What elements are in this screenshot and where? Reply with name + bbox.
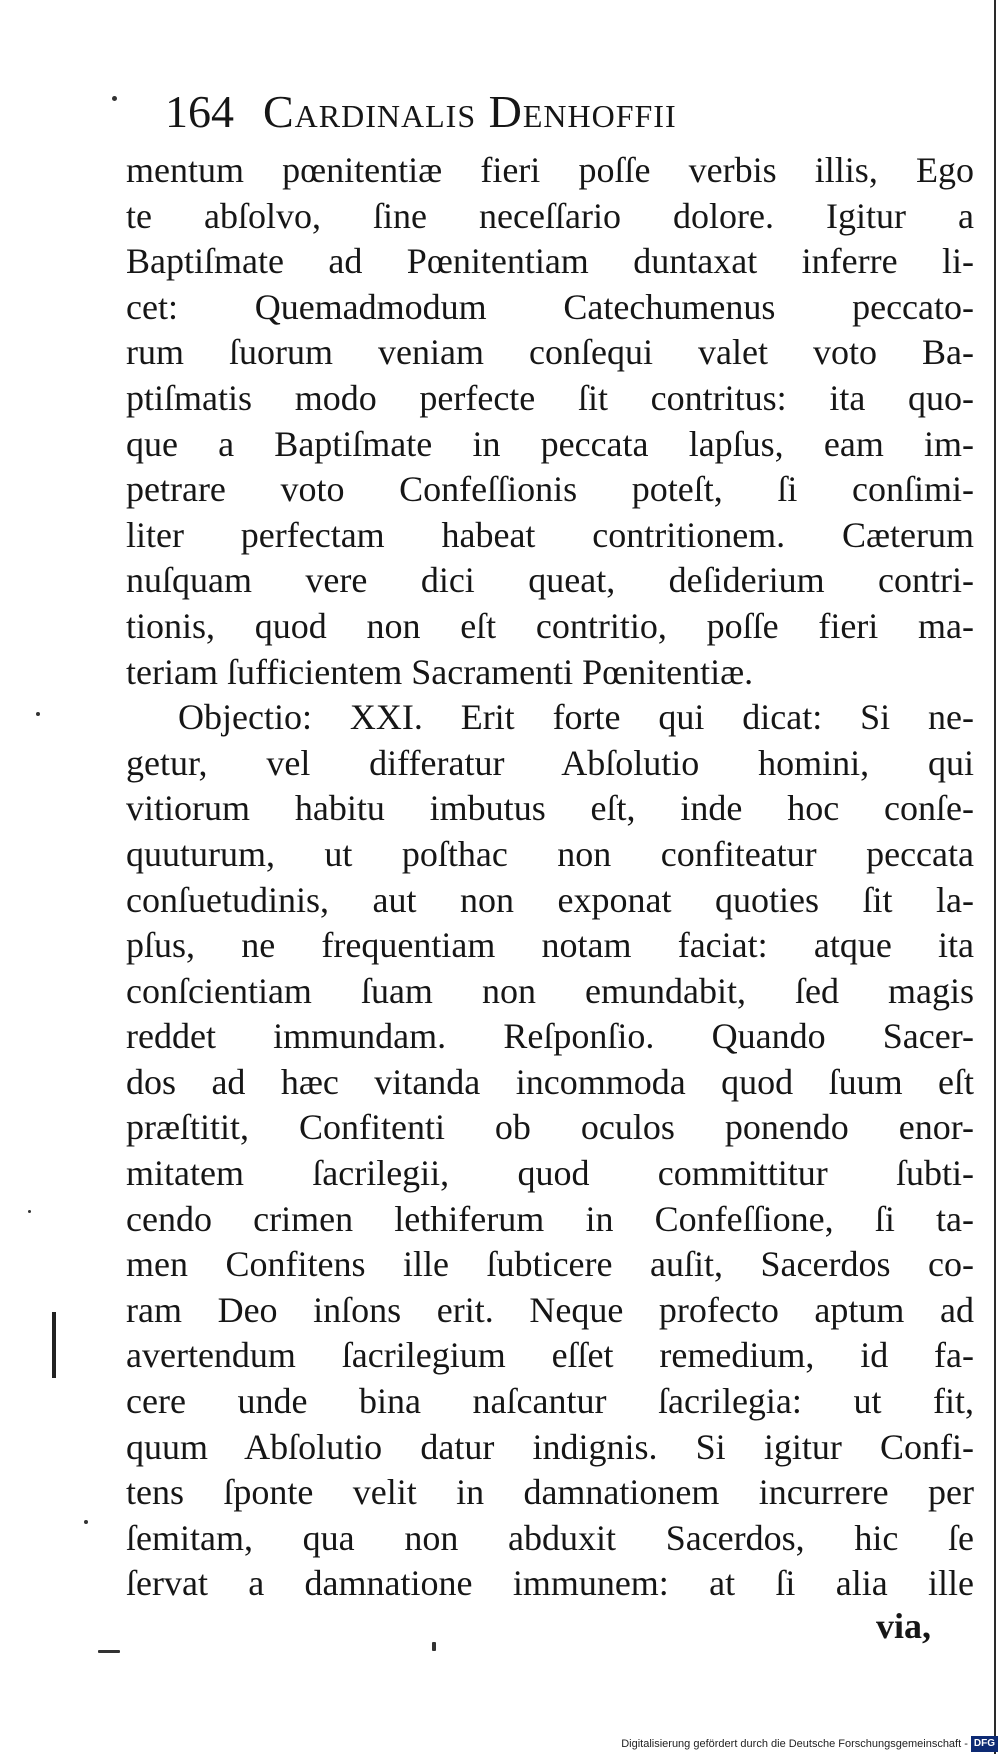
text-line: cendo crimen lethiferum in Confeſſione, ſi ta- bbox=[126, 1198, 974, 1239]
text-line: Objectio: XXI. Erit forte qui dicat: Si ne- bbox=[178, 697, 974, 738]
page-header bbox=[165, 82, 865, 142]
text-line: avertendum ſacrilegium eſſet remedium, id fa- bbox=[126, 1335, 974, 1376]
running-title: Cardinalis Denhoffii bbox=[263, 86, 677, 137]
text-line: conſuetudinis, aut non exponat quoties ſit la- bbox=[126, 879, 974, 920]
text-line: conſcientiam ſuam non emundabit, ſed magis bbox=[126, 970, 974, 1011]
text-line: rum ſuorum veniam conſequi valet voto Ba- bbox=[126, 332, 974, 373]
digitization-credit bbox=[621, 1736, 998, 1752]
text-line: reddet immundam. Reſponſio. Quando Sacer- bbox=[126, 1016, 974, 1057]
text-line: quum Abſolutio datur indignis. Si igitur Confi- bbox=[126, 1426, 974, 1467]
text-line: ram Deo inſons erit. Neque profecto aptum ad bbox=[126, 1289, 974, 1330]
text-line: tens ſponte velit in damnationem incurrere per bbox=[126, 1472, 974, 1513]
text-line: præſtitit, Confitenti ob oculos ponendo enor- bbox=[126, 1107, 974, 1148]
ink-speck bbox=[432, 1642, 436, 1651]
text-line: getur, vel differatur Abſolutio homini, qui bbox=[126, 742, 974, 783]
text-line: petrare voto Confeſſionis poteſt, ſi conſimi- bbox=[126, 469, 974, 510]
text-line: te abſolvo, ſine neceſſario dolore. Igitur a bbox=[126, 195, 974, 236]
text-line: vitiorum habitu imbutus eſt, inde hoc conſe- bbox=[126, 788, 974, 829]
margin-mark bbox=[52, 1312, 56, 1378]
text-line: ptiſmatis modo perfecte ſit contritus: ita quo- bbox=[126, 377, 974, 418]
text-line: pſus, ne frequentiam notam faciat: atque ita bbox=[126, 925, 974, 966]
text-line: quuturum, ut poſthac non confiteatur peccata bbox=[126, 833, 974, 874]
text-line: ſemitam, qua non abduxit Sacerdos, hic ſe bbox=[126, 1517, 974, 1558]
catchword: via, bbox=[876, 1606, 932, 1646]
dfg-logo: DFG bbox=[971, 1736, 998, 1752]
ink-speck bbox=[84, 1520, 88, 1524]
text-line: liter perfectam habeat contritionem. Cæterum bbox=[126, 514, 974, 555]
text-line: cere unde bina naſcantur ſacrilegia: ut fit, bbox=[126, 1381, 974, 1422]
text-line: dos ad hæc vitanda incommoda quod ſuum eſt bbox=[126, 1061, 974, 1102]
text-line: que a Baptiſmate in peccata lapſus, eam im- bbox=[126, 423, 974, 464]
page-number: 164 bbox=[165, 86, 234, 137]
text-line: nuſquam vere dici queat, deſiderium contri- bbox=[126, 560, 974, 601]
credit-text: Digitalisierung gefördert durch die Deutsche Forschungsgemeinschaft - bbox=[621, 1738, 968, 1750]
text-line: Baptiſmate ad Pœnitentiam duntaxat inferre li- bbox=[126, 241, 974, 282]
text-line: cet: Quemadmodum Catechumenus peccato- bbox=[126, 286, 974, 327]
ink-speck bbox=[112, 96, 117, 101]
ink-speck bbox=[98, 1650, 120, 1653]
ink-speck bbox=[36, 712, 40, 716]
text-line: men Confitens ille ſubticere auſit, Sacerdos co- bbox=[126, 1244, 974, 1285]
ink-speck bbox=[28, 1210, 31, 1213]
body-text bbox=[126, 148, 974, 1607]
text-line: ſervat a damnatione immunem: at ſi alia ille bbox=[126, 1563, 974, 1604]
text-line: teriam ſufficientem Sacramenti Pœnitentiæ. bbox=[126, 651, 754, 692]
text-line: mentum pœnitentiæ fieri poſſe verbis illis, Ego bbox=[126, 150, 974, 190]
text-line: mitatem ſacrilegii, quod committitur ſubti- bbox=[126, 1153, 974, 1194]
text-line: tionis, quod non eſt contritio, poſſe fieri ma- bbox=[126, 605, 974, 646]
page-edge-shadow bbox=[994, 0, 996, 1754]
